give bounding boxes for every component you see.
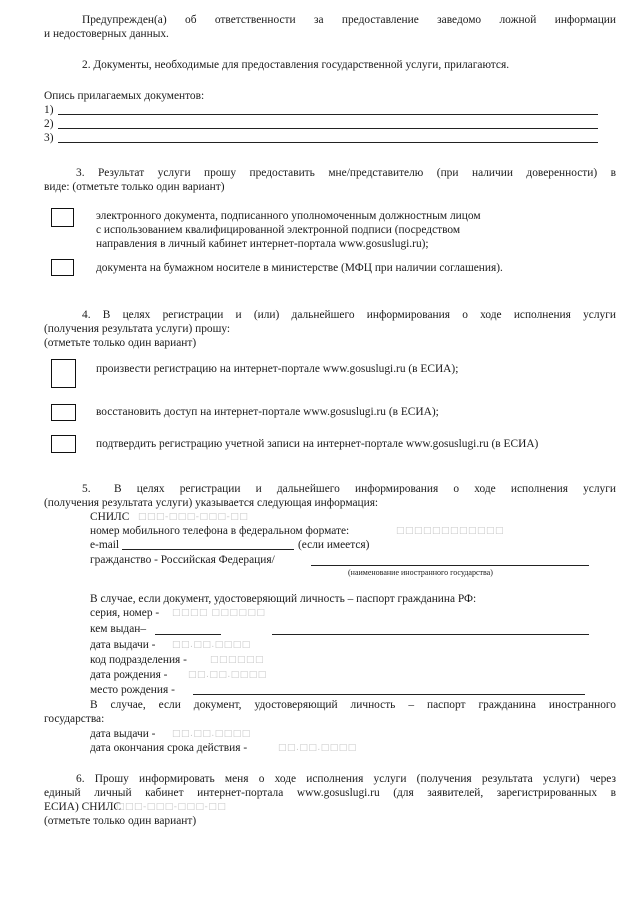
inventory-line-1[interactable] bbox=[58, 114, 598, 115]
issued-by-label: кем выдан– bbox=[90, 623, 147, 635]
warning-line-1: Предупрежден(а) об ответственности за предоставление заведомо ложной информации bbox=[82, 14, 616, 26]
item-6-snils-mask[interactable]: □□□-□□□-□□□-□□ bbox=[116, 802, 227, 812]
item-6-line-1: 6. Прошу информировать меня о ходе исполнения услуги (получения результата услуги) через bbox=[76, 773, 616, 785]
result-paper-checkbox[interactable] bbox=[51, 259, 74, 276]
foreign-issue-date-mask[interactable]: □□.□□.□□□□ bbox=[172, 729, 251, 739]
item-6-line-3: ЕСИА) СНИЛС bbox=[44, 801, 122, 813]
confirm-registration-checkbox[interactable] bbox=[51, 435, 76, 453]
dept-code-label: код подразделения - bbox=[90, 654, 187, 666]
snils-label: СНИЛС bbox=[90, 511, 130, 523]
inventory-num-3: 3) bbox=[44, 132, 54, 144]
item-6-line-4: (отметьте только один вариант) bbox=[44, 815, 197, 827]
foreign-issue-date-label: дата выдачи - bbox=[90, 728, 156, 740]
foreign-passport-line-2: государства: bbox=[44, 713, 105, 725]
birth-place-label: место рождения - bbox=[90, 684, 175, 696]
inventory-num-2: 2) bbox=[44, 118, 54, 130]
series-mask[interactable]: □□□□ □□□□□□ bbox=[172, 608, 266, 618]
inventory-num-1: 1) bbox=[44, 104, 54, 116]
issued-by-field-b[interactable] bbox=[272, 634, 589, 635]
foreign-passport-line-1: В случае, если документ, удостоверяющий личность – паспорт гражданина иностранного bbox=[90, 699, 616, 711]
result-electronic-line-1: электронного документа, подписанного уполномоченным должностным лицом bbox=[96, 210, 481, 222]
inventory-line-3[interactable] bbox=[58, 142, 598, 143]
rf-passport-heading: В случае, если документ, удостоверяющий личность – паспорт гражданина РФ: bbox=[90, 593, 477, 605]
item-3-line-1: 3. Результат услуги прошу предоставить мне/представителю (при наличии доверенности) в bbox=[76, 167, 616, 179]
result-electronic-line-2: с использованием квалифицированной электронной подписи (посредством bbox=[96, 224, 461, 236]
restore-access-label: восстановить доступ на интернет-портале www.gosuslugi.ru (в ЕСИА); bbox=[96, 406, 439, 418]
confirm-registration-label: подтвердить регистрацию учетной записи на интернет-портале www.gosuslugi.ru (в ЕСИА) bbox=[96, 438, 539, 450]
item-4-line-1: 4. В целях регистрации и (или) дальнейшего информирования о ходе исполнения услуги bbox=[82, 309, 616, 321]
result-paper-label: документа на бумажном носителе в министерстве (МФЦ при наличии соглашения). bbox=[96, 262, 503, 274]
citizenship-label: гражданство - Российская Федерация/ bbox=[90, 554, 275, 566]
inventory-line-2[interactable] bbox=[58, 128, 598, 129]
phone-label: номер мобильного телефона в федеральном формате: bbox=[90, 525, 350, 537]
register-checkbox[interactable] bbox=[51, 359, 76, 388]
issue-date-label: дата выдачи - bbox=[90, 639, 156, 651]
item-6-line-2: единый личный кабинет интернет-портала www.gosuslugi.ru (для заявителей, зарегистрированных в bbox=[44, 787, 616, 799]
email-field[interactable] bbox=[122, 549, 294, 550]
item-5-number: 5. bbox=[82, 483, 91, 495]
issued-by-field-a[interactable] bbox=[155, 634, 221, 635]
result-electronic-checkbox[interactable] bbox=[51, 208, 74, 227]
dept-code-mask[interactable]: □□□□□□ bbox=[210, 655, 265, 665]
snils-mask[interactable]: □□□-□□□-□□□-□□ bbox=[138, 512, 249, 522]
citizenship-caption: (наименование иностранного государства) bbox=[348, 568, 493, 577]
birth-place-field[interactable] bbox=[193, 694, 585, 695]
result-electronic-line-3: направления в личный кабинет интернет-портала www.gosuslugi.ru); bbox=[96, 238, 429, 250]
item-5-line-1: В целях регистрации и дальнейшего информирования о ходе исполнения услуги bbox=[114, 483, 616, 495]
item-4-line-3: (отметьте только один вариант) bbox=[44, 337, 197, 349]
item-4-line-2: (получения результата услуги) прошу: bbox=[44, 323, 231, 335]
item-2-text: 2. Документы, необходимые для предоставления государственной услуги, прилагаются. bbox=[82, 59, 510, 71]
item-3-line-2: виде: (отметьте только один вариант) bbox=[44, 181, 225, 193]
birth-date-label: дата рождения - bbox=[90, 669, 168, 681]
restore-access-checkbox[interactable] bbox=[51, 404, 76, 421]
item-5-line-2: (получения результата услуги) указывается следующая информация: bbox=[44, 497, 379, 509]
birth-date-mask[interactable]: □□.□□.□□□□ bbox=[188, 670, 267, 680]
phone-mask[interactable]: □□□□□□□□□□□□ bbox=[396, 526, 505, 536]
foreign-expiry-label: дата окончания срока действия - bbox=[90, 742, 248, 754]
register-label: произвести регистрацию на интернет-портале www.gosuslugi.ru (в ЕСИА); bbox=[96, 363, 459, 375]
foreign-expiry-mask[interactable]: □□.□□.□□□□ bbox=[278, 743, 357, 753]
email-note: (если имеется) bbox=[298, 539, 370, 551]
issue-date-mask[interactable]: □□.□□.□□□□ bbox=[172, 640, 251, 650]
inventory-title: Опись прилагаемых документов: bbox=[44, 90, 205, 102]
series-label: серия, номер - bbox=[90, 607, 160, 619]
warning-line-2: и недостоверных данных. bbox=[44, 28, 169, 40]
email-label: e-mail bbox=[90, 539, 120, 551]
